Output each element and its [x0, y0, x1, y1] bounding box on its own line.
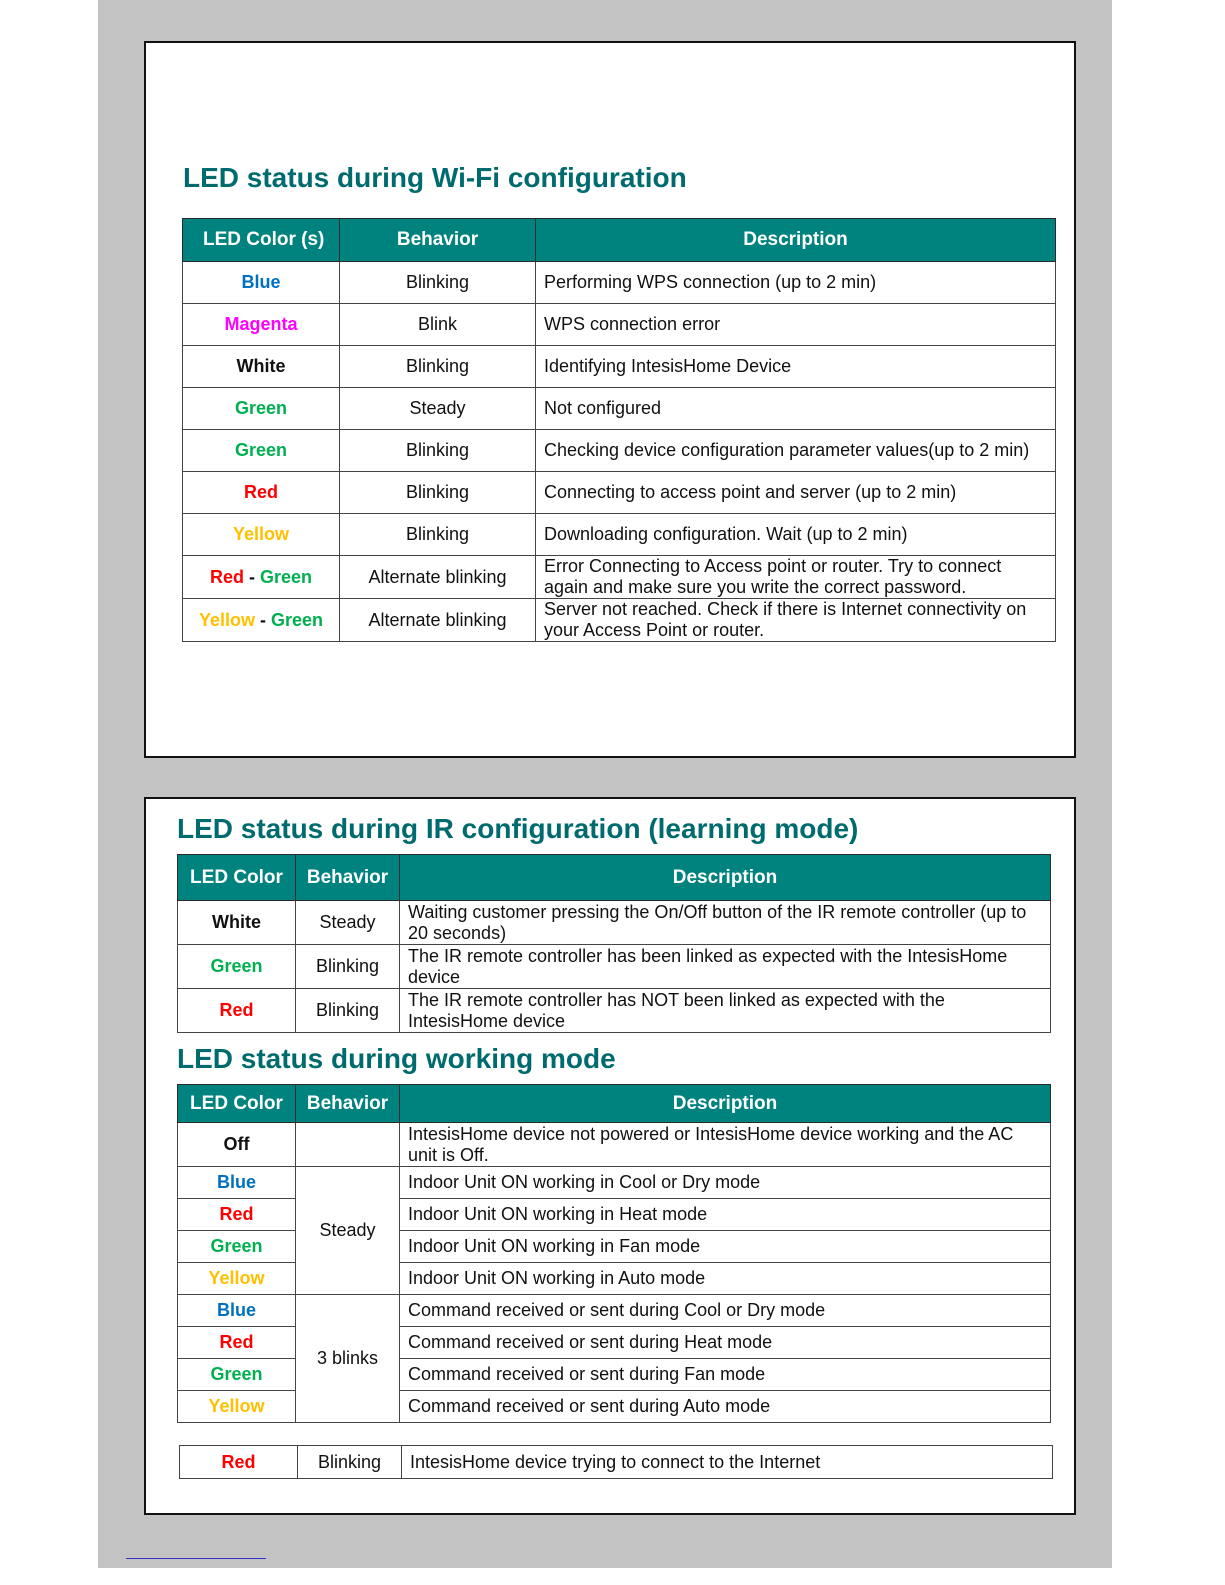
table-header-row [178, 855, 1051, 901]
table-row [183, 599, 1056, 642]
header-description: Description [536, 219, 1056, 262]
wifi-config-slide [144, 41, 1076, 758]
table-row [183, 346, 1056, 388]
description-cell: Error Connecting to Access point or router. Try to connect again and make sure you write the correct password. [536, 556, 1056, 599]
table-row [183, 514, 1056, 556]
table-row [178, 989, 1051, 1033]
led-color-cell: Green [178, 1231, 296, 1263]
behavior-cell: Alternate blinking [340, 556, 536, 599]
led-color-cell: Magenta [183, 304, 340, 346]
description-cell: The IR remote controller has been linked as expected with the IntesisHome device [400, 945, 1051, 989]
description-cell: Waiting customer pressing the On/Off button of the IR remote controller (up to 20 seconds) [400, 901, 1051, 945]
internet-led-table [179, 1445, 1053, 1479]
led-color-cell: Red [178, 989, 296, 1033]
behavior-cell: Blinking [296, 989, 400, 1033]
table-header-row [178, 1085, 1051, 1123]
table-row [183, 304, 1056, 346]
description-cell: Identifying IntesisHome Device [536, 346, 1056, 388]
description-cell: Command received or sent during Fan mode [400, 1359, 1051, 1391]
led-color-cell: Blue [178, 1167, 296, 1199]
header-led-color: LED Color [178, 855, 296, 901]
ir-section-title: LED status during IR configuration (learning mode) [177, 813, 859, 844]
description-cell: Indoor Unit ON working in Auto mode [400, 1263, 1051, 1295]
header-description: Description [400, 855, 1051, 901]
led-color-b: Green [271, 609, 324, 630]
description-cell: Checking device configuration parameter values(up to 2 min) [536, 430, 1056, 472]
led-color-cell: Blue [183, 262, 340, 304]
table-row [183, 262, 1056, 304]
description-cell: Command received or sent during Cool or Dry mode [400, 1295, 1051, 1327]
table-row [180, 1446, 1053, 1479]
led-color-a: Red [209, 566, 244, 587]
led-color-cell: Red [183, 472, 340, 514]
working-section-title: LED status during working mode [177, 1043, 616, 1074]
led-color-cell: White [178, 901, 296, 945]
behavior-cell: Blinking [340, 346, 536, 388]
behavior-cell [296, 1123, 400, 1167]
description-cell: Downloading configuration. Wait (up to 2 min) [536, 514, 1056, 556]
behavior-cell: Steady [340, 388, 536, 430]
header-behavior: Behavior [296, 855, 400, 901]
description-cell: Server not reached. Check if there is Internet connectivity on your Access Point or router. [536, 599, 1056, 642]
led-color-a: Yellow [198, 609, 255, 630]
description-cell: Connecting to access point and server (up to 2 min) [536, 472, 1056, 514]
led-color-cell: Green [183, 388, 340, 430]
description-cell: IntesisHome device trying to connect to the Internet [402, 1446, 1053, 1479]
led-color-cell: Red [178, 1327, 296, 1359]
description-cell: Not configured [536, 388, 1056, 430]
led-color-cell: Green [178, 945, 296, 989]
behavior-cell: Blinking [340, 262, 536, 304]
table-row [178, 945, 1051, 989]
led-color-cell: White [183, 346, 340, 388]
led-color-cell: Green [178, 1359, 296, 1391]
ir-working-slide [144, 797, 1076, 1515]
behavior-cell: Steady [296, 901, 400, 945]
description-cell: Indoor Unit ON working in Fan mode [400, 1231, 1051, 1263]
table-row [183, 388, 1056, 430]
table-row [178, 1167, 1051, 1199]
table-row [178, 901, 1051, 945]
header-description: Description [400, 1085, 1051, 1123]
description-cell: Command received or sent during Auto mode [400, 1391, 1051, 1423]
description-cell: Performing WPS connection (up to 2 min) [536, 262, 1056, 304]
working-led-table [177, 1084, 1051, 1423]
behavior-cell: Blinking [298, 1446, 402, 1479]
behavior-cell: Alternate blinking [340, 599, 536, 642]
description-cell: Indoor Unit ON working in Heat mode [400, 1199, 1051, 1231]
header-led-color: LED Color [178, 1085, 296, 1123]
led-color-cell: Green [183, 430, 340, 472]
led-color-separator: - [243, 566, 260, 587]
led-color-cell: Yellow [178, 1391, 296, 1423]
behavior-cell: Steady [296, 1167, 400, 1295]
header-led-color: LED Color (s) [183, 219, 340, 262]
behavior-cell: Blinking [340, 472, 536, 514]
table-header-row [183, 219, 1056, 262]
description-cell: Command received or sent during Heat mode [400, 1327, 1051, 1359]
link-underline [126, 1558, 266, 1559]
led-color-cell: Blue [178, 1295, 296, 1327]
led-color-cell [183, 599, 340, 642]
ir-led-table [177, 854, 1051, 1033]
behavior-cell: Blink [340, 304, 536, 346]
description-cell: WPS connection error [536, 304, 1056, 346]
led-color-b: Green [259, 566, 313, 587]
wifi-section-title: LED status during Wi-Fi configuration [183, 162, 687, 193]
led-color-cell: Red [180, 1446, 298, 1479]
behavior-cell: Blinking [296, 945, 400, 989]
table-row [178, 1123, 1051, 1167]
led-color-cell: Off [178, 1123, 296, 1167]
table-row [183, 472, 1056, 514]
header-behavior: Behavior [340, 219, 536, 262]
behavior-cell: 3 blinks [296, 1295, 400, 1423]
led-color-separator: - [255, 609, 271, 630]
led-color-cell: Yellow [178, 1263, 296, 1295]
table-row [178, 1295, 1051, 1327]
wifi-led-table [182, 218, 1056, 642]
led-color-cell: Yellow [183, 514, 340, 556]
behavior-cell: Blinking [340, 430, 536, 472]
led-color-cell [183, 556, 340, 599]
description-cell: Indoor Unit ON working in Cool or Dry mode [400, 1167, 1051, 1199]
table-row [183, 430, 1056, 472]
table-row [183, 556, 1056, 599]
led-color-cell: Red [178, 1199, 296, 1231]
description-cell: The IR remote controller has NOT been linked as expected with the IntesisHome device [400, 989, 1051, 1033]
description-cell: IntesisHome device not powered or IntesisHome device working and the AC unit is Off. [400, 1123, 1051, 1167]
behavior-cell: Blinking [340, 514, 536, 556]
header-behavior: Behavior [296, 1085, 400, 1123]
